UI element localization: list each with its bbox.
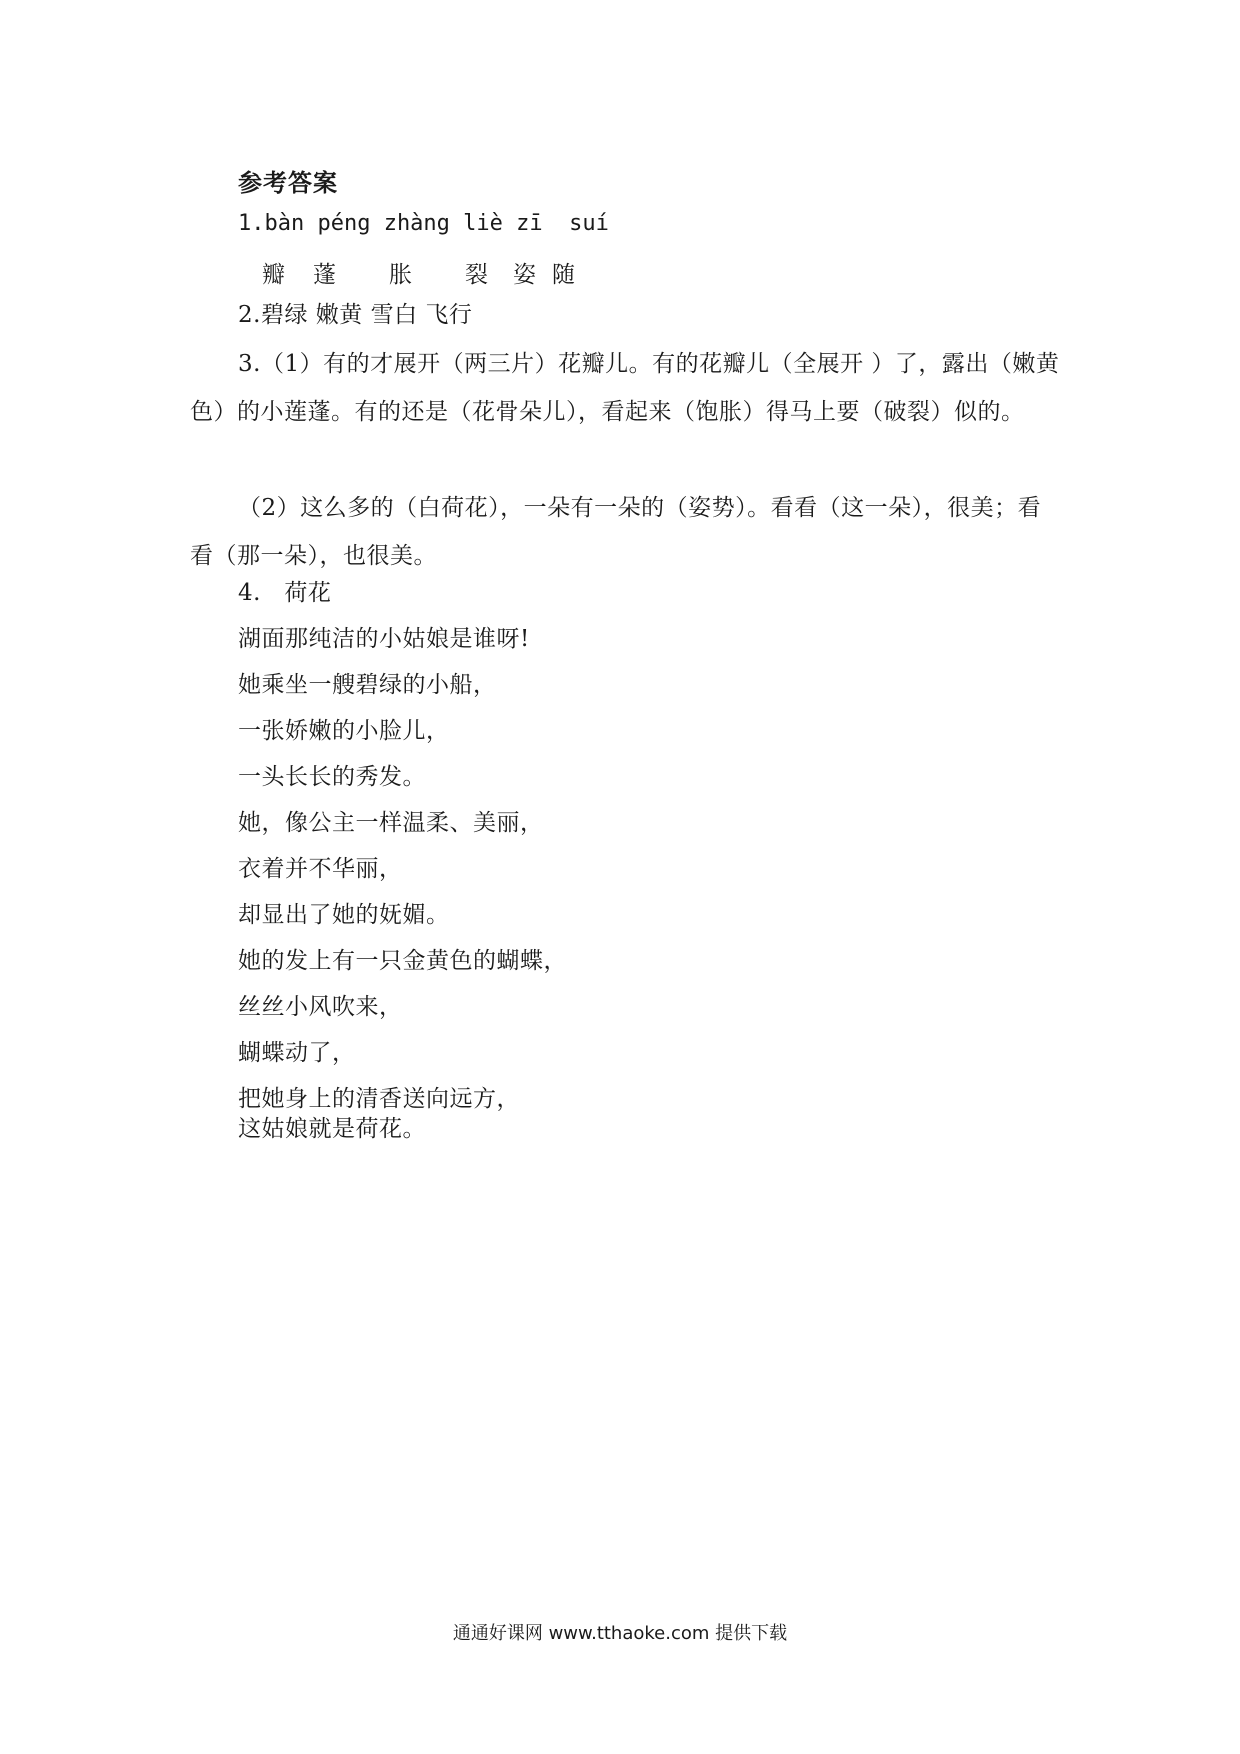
- poem-line: 丝丝小风吹来，: [238, 994, 403, 1020]
- poem-line: 却显出了她的妩媚。: [238, 902, 450, 928]
- q4-label: 4. 荷花: [238, 580, 332, 606]
- poem-line: 湖面那纯洁的小姑娘是谁呀!: [238, 626, 530, 652]
- q3-part1: 3.（1）有的才展开（两三片）花瓣儿。有的花瓣儿（全展开 ）了，露出（嫩黄色）的小莲蓬。有的还是（花骨朵儿），看起来（饱胀）得马上要（破裂）似的。: [190, 351, 1060, 425]
- q1-char: 随: [552, 262, 575, 288]
- q1-char: 姿: [513, 262, 536, 288]
- poem-line: 一头长长的秀发。: [238, 764, 426, 790]
- q1-char: 瓣: [262, 262, 285, 288]
- poem-line: 她的发上有一只金黄色的蝴蝶，: [238, 948, 567, 974]
- q1-char: 胀: [389, 262, 412, 288]
- poem-line: 这姑娘就是荷花。: [238, 1116, 426, 1142]
- poem-line: 一张娇嫩的小脸儿，: [238, 718, 450, 744]
- q1-char: 裂: [465, 262, 488, 288]
- poem-line: 把她身上的清香送向远方，: [238, 1086, 520, 1112]
- q2-answer: 2.碧绿 嫩黄 雪白 飞行: [238, 302, 473, 328]
- footer-download-note: 通通好课网 www.tthaoke.com 提供下载: [452, 1623, 788, 1644]
- poem-line: 她乘坐一艘碧绿的小船，: [238, 672, 497, 698]
- answer-title: 参考答案: [238, 169, 338, 197]
- q1-char: 蓬: [313, 262, 336, 288]
- poem-line: 蝴蝶动了，: [238, 1040, 356, 1066]
- q1-pinyin: 1.bàn péng zhàng liè zī suí: [238, 211, 609, 236]
- poem-line: 衣着并不华丽，: [238, 856, 403, 882]
- poem-line: 她，像公主一样温柔、美丽，: [238, 810, 544, 836]
- q3-part2: （2）这么多的（白荷花），一朵有一朵的（姿势）。看看（这一朵），很美；看看（那一朵），也很美。: [190, 495, 1042, 569]
